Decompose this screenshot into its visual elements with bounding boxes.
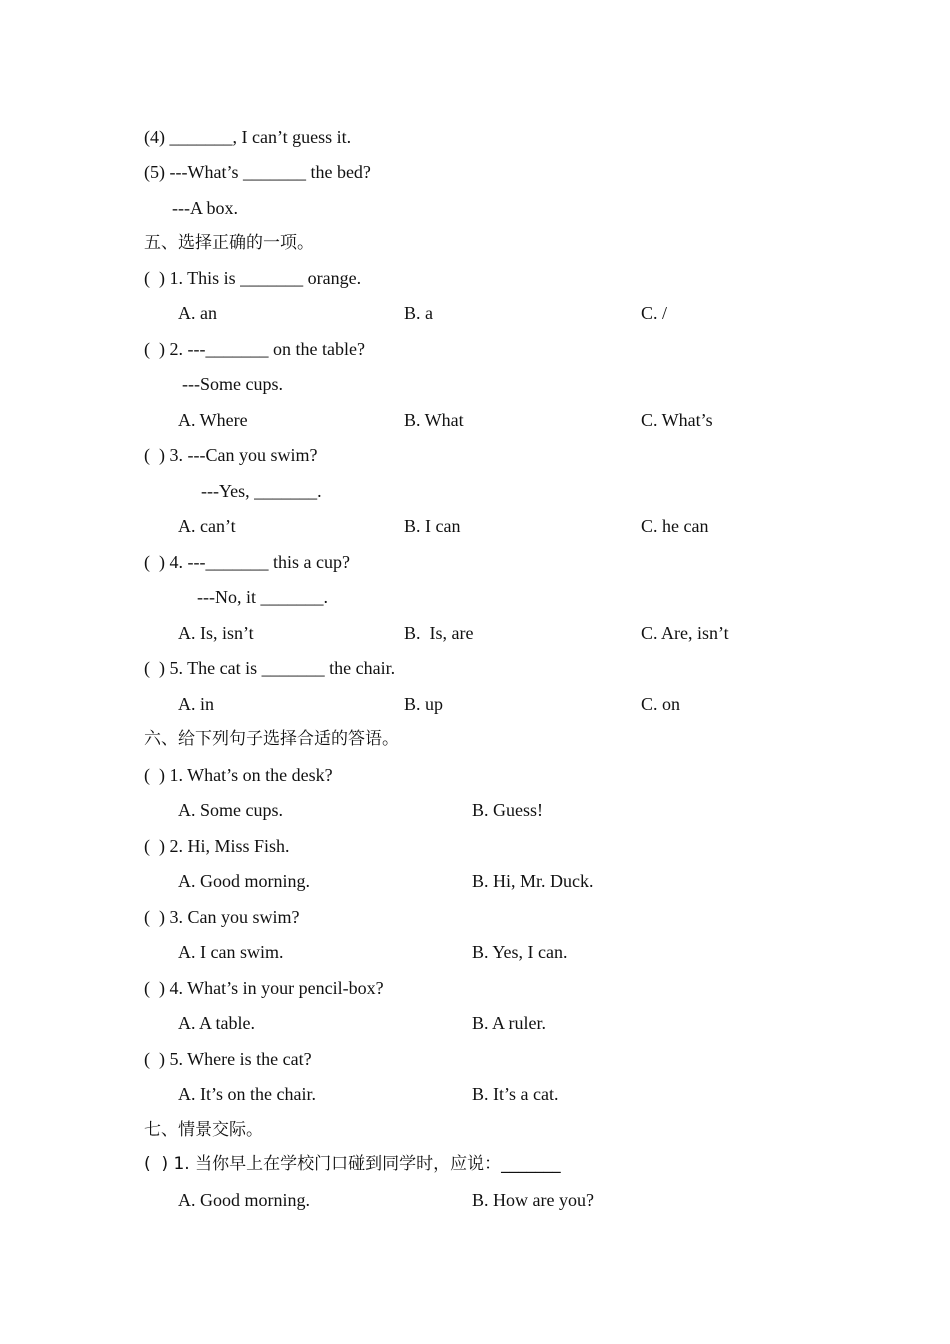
s5-q1-option-a: A. an [178,303,217,323]
s6-q3-option-a: A. I can swim. [178,942,284,962]
s6-q3-option-b: B. Yes, I can. [472,942,568,962]
s5-q2-option-a: A. Where [178,410,248,430]
s5-question-2-sub: ---Some cups. [182,374,283,394]
s6-question-5-stem: ( ) 5. Where is the cat? [144,1049,312,1069]
s5-question-5-stem: ( ) 5. The cat is _______ the chair. [144,658,396,678]
s5-q5-option-a: A. in [178,694,214,714]
s5-q4-option-c: C. Are, isn’t [641,623,729,643]
s6-q4-option-b: B. A ruler. [472,1013,547,1033]
s7-q1-option-a: A. Good morning. [178,1190,310,1210]
s5-question-3-sub: ---Yes, _______. [201,481,322,501]
s5-question-2-stem: ( ) 2. ---_______ on the table? [144,339,365,359]
s5-q2-option-b: B. What [404,410,464,430]
s5-question-1-stem: ( ) 1. This is _______ orange. [144,268,362,288]
s5-q1-option-b: B. a [404,303,433,323]
fill-in-question-5-answer: ---A box. [172,198,238,218]
section-7-heading: 七、情景交际。 [144,1120,263,1140]
s6-q2-option-a: A. Good morning. [178,871,310,891]
s5-question-4-stem: ( ) 4. ---_______ this a cup? [144,552,350,572]
s5-question-4-sub: ---No, it _______. [197,587,328,607]
s5-q4-option-a: A. Is, isn’t [178,623,254,643]
s5-q5-option-c: C. on [641,694,681,714]
fill-in-question-4: (4) _______, I can’t guess it. [144,127,352,147]
s6-q1-option-b: B. Guess! [472,800,543,820]
s6-q4-option-a: A. A table. [178,1013,255,1033]
s5-q3-option-c: C. he can [641,516,709,536]
s6-question-3-stem: ( ) 3. Can you swim? [144,907,300,927]
s6-q2-option-b: B. Hi, Mr. Duck. [472,871,594,891]
section-5-heading: 五、选择正确的一项。 [144,233,314,253]
s6-question-1-stem: ( ) 1. What’s on the desk? [144,765,333,785]
s6-q5-option-a: A. It’s on the chair. [178,1084,316,1104]
s5-q1-option-c: C. / [641,303,668,323]
section-6-heading: 六、给下列句子选择合适的答语。 [144,729,399,749]
s5-q4-option-b: B. Is, are [404,623,474,643]
s6-q1-option-a: A. Some cups. [178,800,283,820]
s6-question-4-stem: ( ) 4. What’s in your pencil-box? [144,978,384,998]
s5-question-3-stem: ( ) 3. ---Can you swim? [144,445,318,465]
s6-question-2-stem: ( ) 2. Hi, Miss Fish. [144,836,290,856]
fill-in-question-5: (5) ---What’s _______ the bed? [144,162,371,182]
s5-q3-option-a: A. can’t [178,516,236,536]
s5-q2-option-c: C. What’s [641,410,713,430]
s7-question-1-stem: ( ) 1. 当你早上在学校门口碰到同学时，应说：_______ [144,1154,561,1174]
s5-q5-option-b: B. up [404,694,444,714]
s5-q3-option-b: B. I can [404,516,461,536]
s7-q1-option-b: B. How are you? [472,1190,594,1210]
s6-q5-option-b: B. It’s a cat. [472,1084,559,1104]
